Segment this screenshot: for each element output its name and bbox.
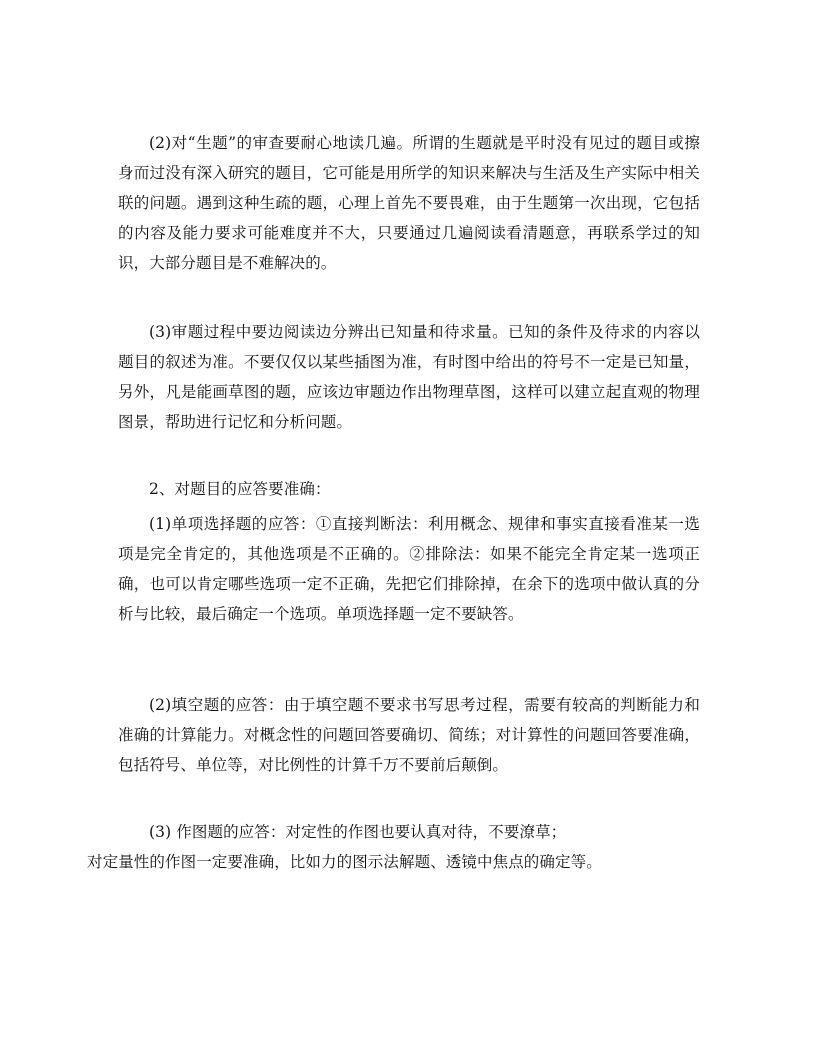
drawing-answers-line-2: 对定量性的作图一定要准确，比如力的图示法解题、透镜中焦点的确定等。: [87, 853, 602, 871]
paragraph-fill-in-blank-answers: (2)填空题的应答：由于填空题不要求书写思考过程，需要有较高的判断能力和准确的计算能力。对概念性的问题回答要确切、简练；对计算性的问题回答要准确，包括符号、单位等，对比例性的计算千万不要前后颠倒。: [118, 696, 700, 774]
section-heading-accurate-answers: 2、对题目的应答要准确：: [149, 480, 331, 498]
paragraph-drawing-answers: [87, 817, 700, 877]
paragraph-single-choice-answers: (1)单项选择题的应答：①直接判断法：利用概念、规律和事实直接看准某一选项是完全肯定的，其他选项是不正确的。②排除法：如果不能完全肯定某一选项正确，也可以肯定哪些选项一定不正确，先把它们排除掉，在余下的选项中做认真的分析与比较，最后确定一个选项。单项选择题一定不要缺答。: [118, 515, 700, 623]
paragraph-unfamiliar-questions: (2)对“生题”的审查要耐心地读几遍。所谓的生题就是平时没有见过的题目或擦身而过没有深入研究的题目，它可能是用所学的知识来解决与生活及生产实际中相关联的问题。遇到这种生疏的题，心理上首先不要畏难，由于生题第一次出现，它包括的内容及能力要求可能难度并不大，只要通过几遍阅读看清题意，再联系学过的知识，大部分题目是不难解决的。: [118, 134, 700, 272]
paragraph-known-and-unknown-quantities: (3)审题过程中要边阅读边分辨出已知量和待求量。已知的条件及待求的内容以题目的叙述为准。不要仅仅以某些插图为准，有时图中给出的符号不一定是已知量，另外，凡是能画草图的题，应该边审题边作出物理草图，这样可以建立起直观的物理图景，帮助进行记忆和分析问题。: [118, 323, 700, 431]
drawing-answers-line-1: (3) 作图题的应答：对定性的作图也要认真对待，不要潦草；: [149, 823, 567, 841]
